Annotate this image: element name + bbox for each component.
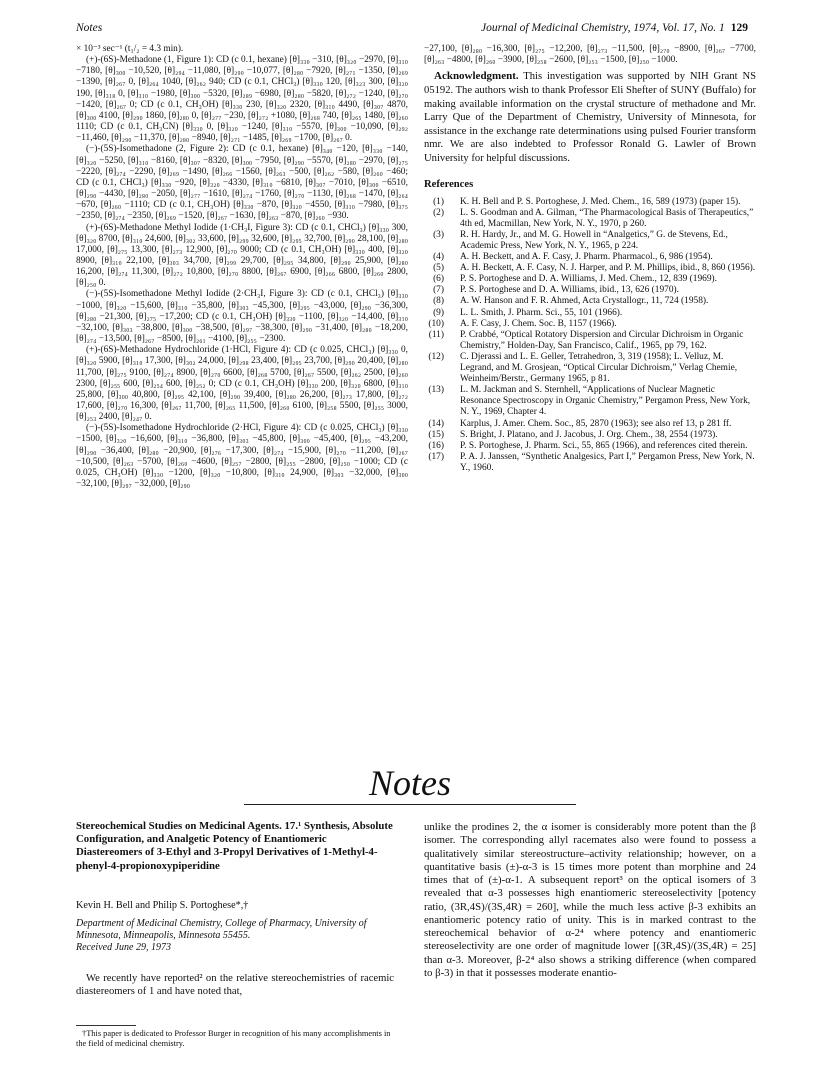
reference-text: S. Bright, J. Platano, and J. Jacobus, J. Org. Chem., 38, 2554 (1973).: [460, 429, 718, 440]
references-heading: References: [424, 179, 474, 191]
reference-text: A. F. Casy, J. Chem. Soc. B, 1157 (1966).: [460, 318, 617, 329]
reference-number: (12): [428, 351, 444, 362]
reference-number: (11): [428, 329, 444, 340]
reference-text: K. H. Bell and P. S. Portoghese, J. Med. Chem., 16, 589 (1973) (paper 15).: [460, 196, 741, 207]
reference-text: L. M. Jackman and S. Sternhell, “Applications of Nuclear Magnetic Resonance Spectroscopy in Organic Chemistry,” Pergamon Press, New York, N. Y., 1969, Chapter 4.: [460, 385, 751, 418]
reference-text: L. L. Smith, J. Pharm. Sci., 55, 101 (1966).: [460, 307, 623, 318]
paragraph-isomethadone-cd: (−)-(5S)-Isomethadone (2, Figure 2): CD (c 0.1, hexane) [θ]₃₄₀ −120, [θ]₃₃₀ −140, [θ]₃₂₀ −5250, [θ]₃₁₀ −8160, [θ]₃₀₇ −8320, [θ]₃₀₀ −7950, [θ]₂₉₀ −5570, [θ]₂₈₀ −2970, [θ]₂₇₅ −2220, [θ]₂₇₄ −2290, [θ]₂₆₉ −1490, [θ]₂₆₆ −1560, [θ]₂₆₃ −500, [θ]₂₆₂ −580, [θ]₂₆₀ −460; CD (c 0.1, CHCl₃) [θ]₃₃₀ −920, [θ]₃₂₀ −4330, [θ]₃₁₀ −6810, [θ]₃₀₇ −7010, [θ]₃₀₀ −6510, [θ]₂₉₀ −4430, [θ]₂₈₀ −2050, [θ]₂₇₇ −1610, [θ]₂₇₄ −1760, [θ]₂₇₀ −1130, [θ]₂₆₈ −1470, [θ]₂₆₄ −670, [θ]₂₆₀ −1110; CD (c 0.1, CH₃OH) [θ]₃₃₀ −870, [θ]₃₂₀ −4550, [θ]₃₁₀ −7980, [θ]₃₇₅ −2350, [θ]₂₇₄ −2350, [θ]₂₆₉ −1520, [θ]₂₆₇ −1630, [θ]₂₆₃ −870, [θ]₂₆₀ −930.: [76, 144, 408, 222]
reference-number: (16): [428, 440, 444, 451]
received-date: Received June 29, 1973: [76, 942, 171, 954]
paragraph-rate-constant: × 10⁻³ sec⁻¹ (t₁/₂ = 4.3 min).: [76, 44, 184, 54]
reference-number: (13): [428, 385, 444, 396]
paragraph-isomethadone-methyl-iodide-cd: (−)-(5S)-Isomethadone Methyl Iodide (2·CH₃I, Figure 3): CD (c 0.1, CHCl₃) [θ]₃₃₀ −1000, [θ]₃₂₀ −15,600, [θ]₃₁₀ −35,800, [θ]₃₀₃ −45,300, [θ]₂₉₅ −43,000, [θ]₂₉₀ −36,300, [θ]₂₈₀ −21,300, [θ]₂₇₅ −17,200; CD (c 0.1, CH₃OH) [θ]₃₃₀ −1100, [θ]₃₂₀ −14,400, [θ]₃₁₀ −32,100, [θ]₃₀₃ −38,800, [θ]₃₀₀ −38,500, [θ]₂₉₇ −38,300, [θ]₂₉₀ −31,400, [θ]₂₈₀ −18,200, [θ]₂₇₄ −13,500, [θ]₂₆₇ −8500, [θ]₂₆₁ −4100, [θ]₂₅₅ −2300.: [76, 289, 408, 345]
footnote-rule: [76, 1025, 136, 1026]
reference-number: (4): [433, 252, 444, 263]
reference-item: [424, 352, 756, 385]
journal-citation: Journal of Medicinal Chemistry, 1974, Vol. 17, No. 1: [481, 22, 725, 34]
article-body-right: unlike the prodines 2, the α isomer is considerably more potent than the β isomer. The corresponding allyl racemates also were found to possess a qualitatively similar stereostructure–activity relationship; however, on a quantitative basis (±)-α-3 is 15 times more potent than morphine and 24 times that of (±)-α-1. A subsequent report³ on the optical isomers of 3 revealed that α-3 possesses high enantiomeric stereoselectivity [potency ratio, (3R,4S)/(3S,4R) = 260], while the much less active β-3 exhibits an enantiomeric potency ratio of unity. This is in marked contrast to the stereochemical behavior of α-2⁴ where potency and enantiomeric stereoselectivity are one order of magnitude lower [(3R,4S)/(3S,4R) = 25] than α-3. Moreover, β-2⁴ also shows a striking difference (when compared to β-3) in that it possesses moderate enantio-: [424, 821, 756, 979]
reference-item: [424, 285, 756, 296]
running-header-section: Notes: [76, 22, 103, 34]
reference-text: P. S. Portoghese and D. A. Williams, ibid., 13, 626 (1970).: [460, 285, 679, 296]
reference-text: A. H. Beckett, and A. F. Casy, J. Pharm. Pharmacol., 6, 986 (1954).: [460, 252, 713, 263]
reference-item: [424, 330, 756, 352]
reference-text: P. S. Portoghese, J. Pharm. Sci., 55, 865 (1966), and references cited therein.: [460, 440, 748, 451]
running-header-journal: [481, 22, 748, 34]
dedication-footnote: †This paper is dedicated to Professor Burger in recognition of his many accomplishments in the field of medicinal chemistry.: [76, 1029, 391, 1049]
reference-number: (7): [433, 285, 444, 296]
section-title: Notes: [368, 763, 451, 803]
acknowledgment-text: This investigation was supported by NIH Grant NS 05192. The authors wish to thank Professor Eli Shefter of SUNY (Buffalo) for making available information on the crystal structure of methadone and Mr. Larry Que of the Department of Chemistry, University of Minnesota, for assistance in the exchange rate determinations using pulsed Fourier transform nmr. We are also indebted to Professor Ronald G. Lawler of Brown University for helpful discussions.: [424, 71, 756, 164]
reference-number: (3): [433, 229, 444, 240]
reference-list: [424, 197, 756, 474]
reference-item: [424, 230, 756, 252]
reference-item: [424, 441, 756, 452]
reference-item: [424, 208, 756, 230]
reference-item: [424, 263, 756, 274]
reference-item: [424, 319, 756, 330]
article-authors: Kevin H. Bell and Philip S. Portoghese*,†: [76, 900, 249, 911]
acknowledgment-label: Acknowledgment.: [434, 70, 519, 83]
reference-text: C. Djerassi and L. E. Geller, Tetrahedron, 3, 319 (1958); L. Velluz, M. Legrand, and M. Grosjean, “Optical Circular Dichroism,” Verlag Chemie, Weinheim/Berstr., Germany 1965, p 81.: [460, 351, 738, 385]
reference-number: (17): [428, 451, 444, 462]
reference-item: [424, 385, 756, 418]
article-title: Stereochemical Studies on Medicinal Agents. 17.¹ Synthesis, Absolute Configuration, and Analgetic Potency of Enantiomeric Diastereomers of 3-Ethyl and 3-Propyl Derivatives of 1-Methyl-4-phenyl-4-propionoxypiperidine: [76, 820, 393, 872]
reference-number: (5): [433, 263, 444, 274]
reference-number: (6): [433, 274, 444, 285]
reference-number: (2): [433, 207, 444, 218]
article-affiliation: [76, 918, 394, 955]
cd-data-continuation: −27,100, [θ]₂₈₀ −16,300, [θ]₂₇₅ −12,200, [θ]₂₇₃ −11,500, [θ]₂₇₀ −8900, [θ]₂₆₇ −7700, [θ]₂₆₃ −4800, [θ]₂₆₀ −3900, [θ]₂₅₈ −2600, [θ]₂₅₃ −1500, [θ]₂₅₀ −1000.: [424, 44, 756, 66]
reference-text: R. H. Hardy, Jr., and M. G. Howell in “Analgetics,” G. de Stevens, Ed., Academic Press, New York, N. Y., 1965, p 224.: [460, 229, 728, 251]
article-intro: We recently have reported² on the relative stereochemistries of racemic diastereomers of 1 and have noted that,: [76, 973, 394, 998]
reference-number: (14): [428, 418, 444, 429]
affiliation-text: Department of Medicinal Chemistry, College of Pharmacy, University of Minnesota, Minneapolis, Minnesota 55455.: [76, 918, 367, 942]
paragraph-methadone-methyl-iodide-cd: (+)-(6S)-Methadone Methyl Iodide (1·CH₃I, Figure 3): CD (c 0.1, CHCl₃) [θ]₃₃₀ 300, [θ]₃₂₀ 8700, [θ]₃₁₀ 24,600, [θ]₃₀₂ 33,600, [θ]₂₉₉ 32,600, [θ]₂₉₅ 32,700, [θ]₂₉₀ 28,100, [θ]₂₈₀ 17,000, [θ]₂₇₅ 13,300, [θ]₂₇₃ 12,900, [θ]₂₇₀ 9000; CD (c 0.1, CH₃OH) [θ]₃₃₀ 400, [θ]₃₂₀ 8900, [θ]₃₁₀ 22,100, [θ]₃₀₃ 34,700, [θ]₂₉₉ 29,700, [θ]₂₉₅ 34,800, [θ]₂₉₀ 25,900, [θ]₂₈₀ 16,200, [θ]₂₇₄ 11,300, [θ]₂₇₂ 10,800, [θ]₂₇₀ 8800, [θ]₂₆₇ 6900, [θ]₂₆₆ 6800, [θ]₂₆₀ 2800, [θ]₂₅₀ 0.: [76, 222, 408, 289]
section-divider: [244, 804, 576, 805]
reference-text: L. S. Goodman and A. Gilman, “The Pharmacological Basis of Therapeutics,” 4th ed, Macmillan, New York, N. Y., 1970, p 260.: [460, 207, 754, 229]
reference-item: [424, 274, 756, 285]
reference-text: A. H. Beckett, A. F. Casy, N. J. Harper, and P. M. Phillips, ibid., 8, 860 (1956).: [460, 263, 756, 274]
reference-text: Karplus, J. Amer. Chem. Soc., 85, 2870 (1963); see also ref 13, p 281 ff.: [460, 418, 732, 429]
reference-number: (1): [433, 196, 444, 207]
reference-item: [424, 197, 756, 208]
acknowledgment: [424, 70, 756, 165]
right-column: [424, 44, 756, 474]
left-column: [76, 44, 408, 490]
reference-item: [424, 419, 756, 430]
reference-item: [424, 452, 756, 474]
reference-text: P. S. Portoghese and D. A. Williams, J. Med. Chem., 12, 839 (1969).: [460, 274, 717, 285]
reference-number: (8): [433, 296, 444, 307]
paragraph-isomethadone-hydrochloride-cd: (−)-(5S)-Isomethadone Hydrochloride (2·HCl, Figure 4): CD (c 0.025, CHCl₃) [θ]₃₃₀ −1500, [θ]₃₂₀ −16,600, [θ]₃₁₀ −36,800, [θ]₃₀₃ −45,800, [θ]₃₀₀ −45,400, [θ]₂₉₅ −43,200, [θ]₂₉₀ −36,400, [θ]₂₈₀ −20,900, [θ]₂₇₆ −17,300, [θ]₂₇₄ −15,900, [θ]₂₇₀ −11,200, [θ]₂₆₇ −10,500, [θ]₂₆₃ −5700, [θ]₂₆₀ −4600, [θ]₂₅₇ −2800, [θ]₂₅₅ −2800, [θ]₂₅₀ −1000; CD (c 0.025, CH₃OH) [θ]₃₃₀ −1200, [θ]₃₂₀ −10,800, [θ]₃₁₀ 24,900, [θ]₃₀₃ −32,000, [θ]₃₀₀ −32,100, [θ]₂₉₇ −32,000, [θ]₂₉₀: [76, 423, 408, 490]
reference-item: [424, 252, 756, 263]
page-number: 129: [730, 22, 748, 34]
reference-number: (10): [428, 318, 444, 329]
paragraph-methadone-cd: (+)-(6S)-Methadone (1, Figure 1): CD (c 0.1, hexane) [θ]₃₃₀ −310, [θ]₃₂₀ −2970, [θ]₃₁₀ −7180, [θ]₃₀₀ −10,520, [θ]₂₉₄ −11,080, [θ]₂₉₀ −10,077, [θ]₂₈₀ −7920, [θ]₂₇₁ −1350, [θ]₂₆₉ −1390, [θ]₂₆₇ 0, [θ]₂₆₄ 1040, [θ]₂₆₂ 940; CD (c 0.1, CHCl₃) [θ]₃₃₀ 120, [θ]₃₂₃ 300, [θ]₃₂₀ 190, [θ]₃₁₈ 0, [θ]₃₁₀ −1980, [θ]₃₀₀ −5320, [θ]₂₈₉ −6980, [θ]₂₈₀ −5820, [θ]₂₇₂ −1240, [θ]₂₇₀ −1420, [θ]₂₆₇ 0; CD (c 0.1, CH₃OH) [θ]₃₃₀ 230, [θ]₃₂₀ 2320, [θ]₃₁₀ 4490, [θ]₃₀₇ 4870, [θ]₃₀₀ 4100, [θ]₂₉₀ 1860, [θ]₂₈₀ 0, [θ]₂₇₇ −230, [θ]₂₇₂ +1080, [θ]₂₆₈ 740, [θ]₂₆₅ 1480, [θ]₂₆₀ 1110; CD (c 0.1, CH₃CN) [θ]₃₃₀ 0, [θ]₃₂₀ −1240, [θ]₃₁₀ −5570, [θ]₃₀₀ −10,090, [θ]₂₉₂ −11,460, [θ]₂₉₀ −11,370, [θ]₂₈₀ −8940, [θ]₂₇₁ −1485, [θ]₂₆₉ −1700, [θ]₂₆₇ 0.: [76, 55, 408, 144]
reference-item: [424, 296, 756, 307]
reference-number: (9): [433, 307, 444, 318]
reference-text: A. W. Hanson and F. R. Ahmed, Acta Crystallogr., 11, 724 (1958).: [460, 296, 709, 307]
reference-number: (15): [428, 429, 444, 440]
reference-item: [424, 308, 756, 319]
paragraph-methadone-hydrochloride-cd: (+)-(6S)-Methadone Hydrochloride (1·HCl, Figure 4): CD (c 0.025, CHCl₃) [θ]₃₃₀ 0, [θ]₃₂₀ 5900, [θ]₃₁₀ 17,300, [θ]₃₀₂ 24,000, [θ]₂₉₈ 23,400, [θ]₂₉₅ 23,700, [θ]₂₉₀ 20,400, [θ]₂₈₀ 11,700, [θ]₂₇₅ 9100, [θ]₂₇₄ 8900, [θ]₂₇₀ 6600, [θ]₂₆₈ 5700, [θ]₂₆₇ 5500, [θ]₂₆₂ 2500, [θ]₂₆₀ 2300, [θ]₂₅₅ 600, [θ]₂₅₄ 600, [θ]₂₅₂ 0; CD (c 0.1, CH₃OH) [θ]₃₃₀ 200, [θ]₃₂₀ 6800, [θ]₃₁₀ 25,800, [θ]₃₀₀ 40,800, [θ]₂₉₅ 42,100, [θ]₂₉₀ 39,400, [θ]₂₈₀ 26,200, [θ]₂₇₃ 17,800, [θ]₂₇₂ 17,600, [θ]₂₇₀ 16,300, [θ]₂₆₇ 11,700, [θ]₂₆₅ 11,500, [θ]₂₆₀ 6100, [θ]₂₅₈ 5500, [θ]₂₅₅ 3000, [θ]₂₅₃ 2400, [θ]₂₄₇ 0.: [76, 345, 408, 423]
reference-text: P. Crabbé, “Optical Rotatory Dispersion and Circular Dichroism in Organic Chemistry,” Holden-Day, San Francisco, Calif., 1965, pp 79, 162.: [460, 329, 744, 351]
reference-item: [424, 430, 756, 441]
reference-text: P. A. J. Janssen, “Synthetic Analgesics, Part I,” Pergamon Press, New York, N. Y., 1960.: [460, 451, 755, 473]
